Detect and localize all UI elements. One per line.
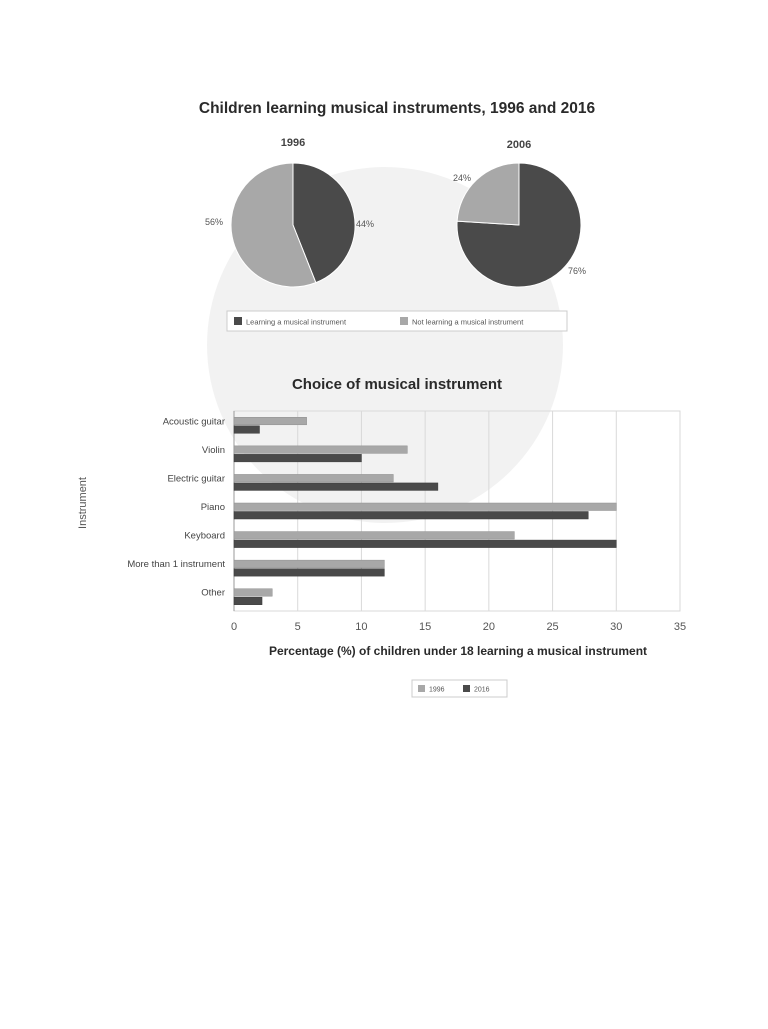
- pie-1996-title: 1996: [280, 137, 306, 149]
- pie-legend-label-not-learning: Not learning a musical instrument: [412, 317, 524, 327]
- bar-2016: [234, 512, 588, 520]
- bar-1996: [234, 589, 272, 597]
- x-tick-label: 20: [482, 621, 495, 633]
- category-label: More than 1 instrument: [127, 559, 225, 571]
- bar-1996: [234, 417, 307, 425]
- x-tick-label: 25: [546, 621, 559, 633]
- bar-category-labels: [127, 416, 225, 598]
- pie-legend-swatch-learning: [234, 317, 242, 325]
- pie-legend-swatch-not-learning: [400, 317, 408, 325]
- x-tick-label: 15: [419, 621, 432, 633]
- pie-1996: [231, 163, 355, 287]
- pie-section-title: Children learning musical instruments, 1996 and 2016: [198, 100, 596, 117]
- bar-chart-title: Choice of musical instrument: [291, 376, 503, 393]
- pie-legend-label-learning: Learning a musical instrument: [246, 317, 347, 327]
- bar-legend-label-2016: 2016: [474, 686, 490, 694]
- x-tick-label: 10: [355, 621, 368, 633]
- bar-x-axis-label: Percentage (%) of children under 18 learning a musical instrument: [268, 644, 648, 658]
- bar-legend: [412, 680, 507, 697]
- x-tick-label: 0: [230, 621, 238, 633]
- category-label: Acoustic guitar: [162, 416, 225, 428]
- category-label: Other: [201, 587, 225, 599]
- bar-2016: [234, 426, 259, 434]
- bar-legend-label-1996: 1996: [429, 686, 445, 694]
- pie-2006-label-not-learning: 24%: [453, 173, 472, 183]
- x-tick-label: 35: [673, 621, 687, 633]
- bar-2016: [234, 454, 361, 462]
- pie-2006-title: 2006: [506, 139, 532, 151]
- bar-x-ticks: [231, 621, 686, 633]
- bar-1996: [234, 532, 514, 540]
- pie-2006-label-learning: 76%: [568, 266, 587, 276]
- category-label: Violin: [201, 444, 225, 456]
- bar-2016: [234, 483, 438, 491]
- pie-2006: [457, 163, 581, 287]
- bar-1996: [234, 474, 393, 482]
- bar-1996: [234, 560, 384, 568]
- bar-y-axis-label: Instrument: [77, 477, 89, 529]
- category-label: Electric guitar: [167, 473, 225, 485]
- bar-1996: [234, 446, 407, 454]
- category-label: Piano: [200, 502, 225, 513]
- bar-legend-box: [412, 680, 507, 697]
- bar-1996: [234, 503, 616, 511]
- bar-legend-swatch-2016: [463, 685, 470, 692]
- pie-1996-label-learning: 44%: [356, 219, 375, 229]
- bar-2016: [234, 597, 262, 605]
- x-tick-label: 30: [610, 621, 623, 633]
- category-label: Keyboard: [184, 530, 225, 542]
- pie-1996-label-not-learning: 56%: [205, 217, 224, 227]
- x-tick-label: 5: [294, 621, 301, 633]
- bar-2016: [234, 540, 616, 548]
- bar-legend-swatch-1996: [418, 685, 425, 692]
- bar-2016: [234, 569, 384, 577]
- pie-legend: [227, 311, 567, 331]
